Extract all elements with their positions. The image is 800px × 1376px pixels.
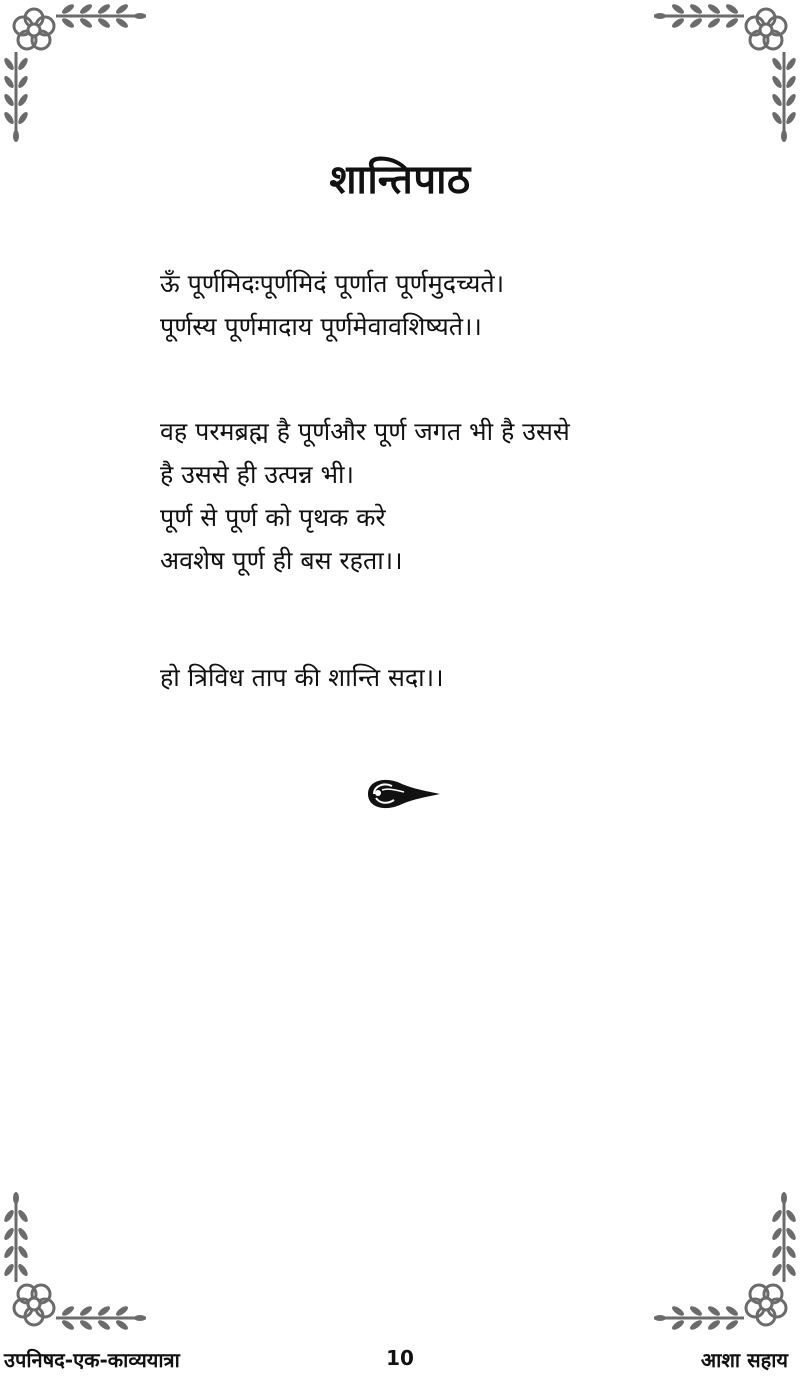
corner-ornament-bottom-left (0, 1184, 150, 1334)
corner-ornament-top-left (0, 0, 150, 150)
conch-shell-icon (362, 772, 442, 816)
corner-ornament-top-right (650, 0, 800, 150)
verse-line: ऊँ पूर्णमिदःपूर्णमिदं पूर्णात पूर्णमुदच्यते। (160, 269, 505, 298)
verse-line: पूर्णस्य पूर्णमादाय पूर्णमेवावशिष्यते।। (160, 312, 482, 341)
footer-book-title: उपनिषद-एक-काव्ययात्रा (4, 1348, 180, 1372)
footer-page-number: 10 (386, 1346, 414, 1370)
stanza-translation (160, 410, 570, 582)
verse-line: अवशेष पूर्ण ही बस रहता।। (160, 546, 403, 575)
floral-vine-corner-icon (0, 1184, 150, 1334)
page-footer (0, 1344, 800, 1376)
floral-vine-corner-icon (0, 0, 150, 150)
corner-ornament-bottom-right (650, 1184, 800, 1334)
verse-line: वह परमब्रह्म है पूर्णऔर पूर्ण जगत भी है उससे (160, 417, 570, 446)
verse-line: पूर्ण से पूर्ण को पृथक करे (160, 503, 386, 532)
footer-author: आशा सहाय (700, 1348, 788, 1372)
floral-vine-corner-icon (650, 1184, 800, 1334)
floral-vine-corner-icon (650, 0, 800, 150)
verse-line: है उससे ही उत्पन्न भी। (160, 460, 354, 489)
verse-line: हो त्रिविध ताप की शान्ति सदा।। (160, 663, 444, 692)
stanza-closing (160, 656, 444, 699)
stanza-sanskrit (160, 262, 504, 348)
page-title: शान्तिपाठ (329, 157, 471, 203)
